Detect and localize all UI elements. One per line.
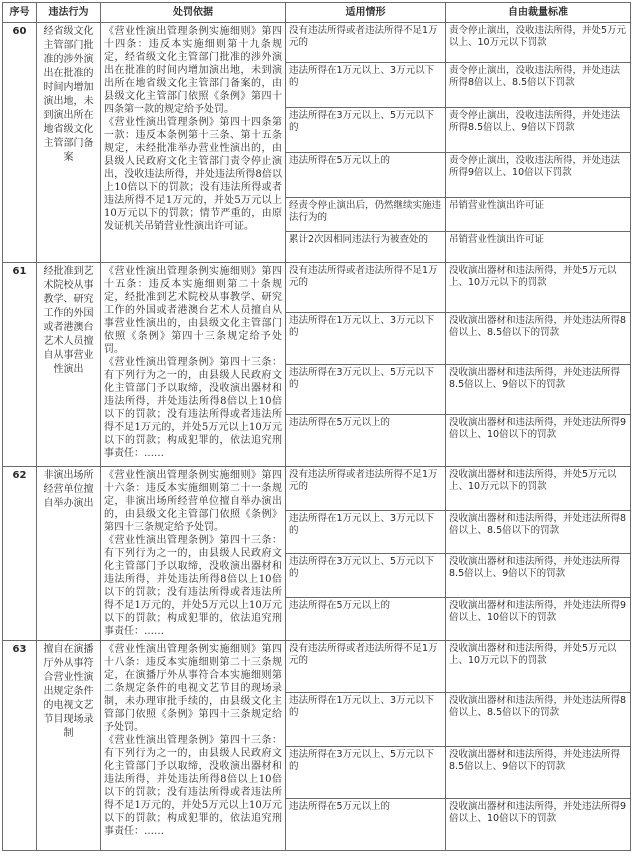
violation-cell: 经批准到艺术院校从事教学、研究工作的外国或者港澳台艺术人员擅自从事营业性演出 xyxy=(37,263,101,467)
header-situation: 适用情形 xyxy=(286,3,446,23)
basis-paragraph: 《营业性演出管理条例实施细则》第四十四条：违反本实施细则第十九条规定，经省级文化主管部门批准的涉外演出在批准的时间内增加演出地，未到演出所在地省级文化主管部门备案的，由县级文化主管部门依照《条例》第四十四条第一款的规定给予处罚。 xyxy=(104,26,282,115)
standard-cell: 没收演出器材和违法所得，并处违法所得9倍以上、10倍以下的罚款 xyxy=(446,799,631,851)
situation-cell: 违法所得在5万元以上的 xyxy=(286,597,446,641)
basis-paragraph: 《营业性演出管理条例实施细则》第四十六条：违反本实施细则第二十一条规定，非演出场所经营单位擅自举办演出的，由县级文化主管部门依照《条例》第四十三条规定给予处罚。 xyxy=(104,470,282,533)
row-number: 61 xyxy=(3,263,37,467)
situation-cell: 累计2次因相同违法行为被查处的 xyxy=(286,232,446,263)
standard-cell: 吊销营业性演出许可证 xyxy=(446,198,631,232)
situation-cell: 违法所得在5万元以上的 xyxy=(286,799,446,851)
basis-paragraph: 《营业性演出管理条例》第四十四条第一款：违反本条例第十三条、第十五条规定，未经批准举办营业性演出的，由县级人民政府文化主管部门责令停止演出，没收违法所得，并处违法所得8倍以上10倍以下的罚款；没有违法所得或者违法所得不足1万元的，并处5万元以上10万元以下的罚款；情节严重的，由原发证机关吊销营业性演出许可证。 xyxy=(104,117,282,232)
basis-paragraph: 《营业性演出管理条例》第四十三条：有下列行为之一的，由县级人民政府文化主管部门予以取缔，没收演出器材和违法所得，并处违法所得8倍以上10倍以下的罚款；没有违法所得或者违法所得不足1万元的，并处5万元以上10万元以下的罚款；构成犯罪的，依法追究刑事责任：…… xyxy=(104,357,282,459)
situation-cell: 没有违法所得或者违法所得不足1万元的 xyxy=(286,263,446,313)
standard-cell: 没收演出器材和违法所得，并处违法所得8倍以上、8.5倍以下的罚款 xyxy=(446,510,631,554)
situation-cell: 违法所得在1万元以上、3万元以下的 xyxy=(286,693,446,747)
basis-paragraph: 《营业性演出管理条例》第四十三条：有下列行为之一的，由县级人民政府文化主管部门予以取缔，没收演出器材和违法所得，并处违法所得8倍以上10倍以下的罚款；没有违法所得或者违法所得不足1万元的，并处5万元以上10万元以下的罚款；构成犯罪的，依法追究刑事责任：…… xyxy=(104,735,282,837)
basis-cell xyxy=(101,641,286,851)
standard-cell: 责令停止演出，没收违法所得，并处违法所得9倍以上、10倍以下罚款 xyxy=(446,153,631,198)
situation-cell: 违法所得在1万元以上、3万元以下的 xyxy=(286,510,446,554)
situation-cell: 违法所得在3万元以上、5万元以下的 xyxy=(286,554,446,598)
standard-cell: 没收演出器材和违法所得，并处违法所得8.5倍以上、9倍以下的罚款 xyxy=(446,365,631,415)
situation-cell: 违法所得在5万元以上的 xyxy=(286,153,446,198)
table-row xyxy=(3,263,631,313)
standard-cell: 吊销营业性演出许可证 xyxy=(446,232,631,263)
situation-cell: 违法所得在1万元以上、3万元以下的 xyxy=(286,63,446,108)
situation-cell: 经责令停止演出后，仍然继续实施违法行为的 xyxy=(286,198,446,232)
document-page xyxy=(2,2,630,862)
standard-cell: 没收演出器材和违法所得，并处5万元以上、10万元以下的罚款 xyxy=(446,263,631,313)
violation-cell: 擅自在演播厅外从事符合营业性演出规定条件的电视文艺节目现场录制 xyxy=(37,641,101,851)
situation-cell: 没有违法所得或者违法所得不足1万元的 xyxy=(286,467,446,511)
basis-paragraph: 《营业性演出管理条例实施细则》第四十五条：违反本实施细则第二十条规定，经批准到艺术院校从事教学、研究工作的外国或者港澳台艺术人员擅自从事营业性演出的，由县级文化主管部门依照《条例》第四十三条规定给予处罚。 xyxy=(104,266,282,355)
situation-cell: 违法所得在5万元以上的 xyxy=(286,415,446,467)
standard-cell: 没收演出器材和违法所得，并处违法所得8.5倍以上、9倍以下的罚款 xyxy=(446,554,631,598)
header-act: 违法行为 xyxy=(37,3,101,23)
table-row xyxy=(3,23,631,63)
standard-cell: 责令停止演出，没收违法所得，并处违法所得8倍以上、8.5倍以下罚款 xyxy=(446,63,631,108)
row-number: 60 xyxy=(3,23,37,263)
situation-cell: 违法所得在3万元以上、5万元以下的 xyxy=(286,365,446,415)
situation-cell: 违法所得在1万元以上、3万元以下的 xyxy=(286,313,446,365)
situation-cell: 违法所得在3万元以上、5万元以下的 xyxy=(286,108,446,153)
basis-cell xyxy=(101,467,286,641)
standard-cell: 没收演出器材和违法所得，并处5万元以上、10万元以下的罚款 xyxy=(446,641,631,693)
situation-cell: 没有违法所得或者违法所得不足1万元的 xyxy=(286,641,446,693)
basis-cell xyxy=(101,263,286,467)
table-row xyxy=(3,467,631,511)
row-number: 63 xyxy=(3,641,37,851)
table-row xyxy=(3,641,631,693)
standard-cell: 没收演出器材和违法所得，并处违法所得8倍以上、8.5倍以下的罚款 xyxy=(446,313,631,365)
penalty-table xyxy=(2,2,631,851)
standard-cell: 没收演出器材和违法所得，并处违法所得9倍以上、10倍以下的罚款 xyxy=(446,415,631,467)
standard-cell: 没收演出器材和违法所得，并处违法所得8.5倍以上、9倍以下的罚款 xyxy=(446,747,631,799)
basis-cell xyxy=(101,23,286,263)
standard-cell: 没收演出器材和违法所得，并处违法所得8倍以上、8.5倍以下的罚款 xyxy=(446,693,631,747)
standard-cell: 没收演出器材和违法所得，并处违法所得9倍以上、10倍以下的罚款 xyxy=(446,597,631,641)
violation-cell: 经省级文化主管部门批准的涉外演出在批准的时间内增加演出地，未到演出所在地省级文化主管部门备案 xyxy=(37,23,101,263)
header-num: 序号 xyxy=(3,3,37,23)
basis-paragraph: 《营业性演出管理条例》第四十三条：有下列行为之一的，由县级人民政府文化主管部门予以取缔，没收演出器材和违法所得，并处违法所得8倍以上10倍以下的罚款；没有违法所得或者违法所得不足1万元的，并处5万元以上10万元以下的罚款；构成犯罪的，依法追究刑事责任：…… xyxy=(104,535,282,637)
situation-cell: 违法所得在3万元以上、5万元以下的 xyxy=(286,747,446,799)
table-header-row xyxy=(3,3,631,23)
violation-cell: 非演出场所经营单位擅自举办演出 xyxy=(37,467,101,641)
standard-cell: 没收演出器材和违法所得，并处5万元以上、10万元以下的罚款 xyxy=(446,467,631,511)
situation-cell: 没有违法所得或者违法所得不足1万元的 xyxy=(286,23,446,63)
header-standard: 自由裁量标准 xyxy=(446,3,631,23)
basis-paragraph: 《营业性演出管理条例实施细则》第四十八条：违反本实施细则第二十三条规定，在演播厅外从事符合本实施细则第二条规定条件的电视文艺节目的现场录制，未办理审批手续的，由县级文化主管部门依照《条例》第四十三条规定给予处罚。 xyxy=(104,644,282,733)
standard-cell: 责令停止演出，没收违法所得，并处5万元以上、10万元以下罚款 xyxy=(446,23,631,63)
row-number: 62 xyxy=(3,467,37,641)
header-basis: 处罚依据 xyxy=(101,3,286,23)
standard-cell: 责令停止演出，没收违法所得，并处违法所得8.5倍以上、9倍以下罚款 xyxy=(446,108,631,153)
